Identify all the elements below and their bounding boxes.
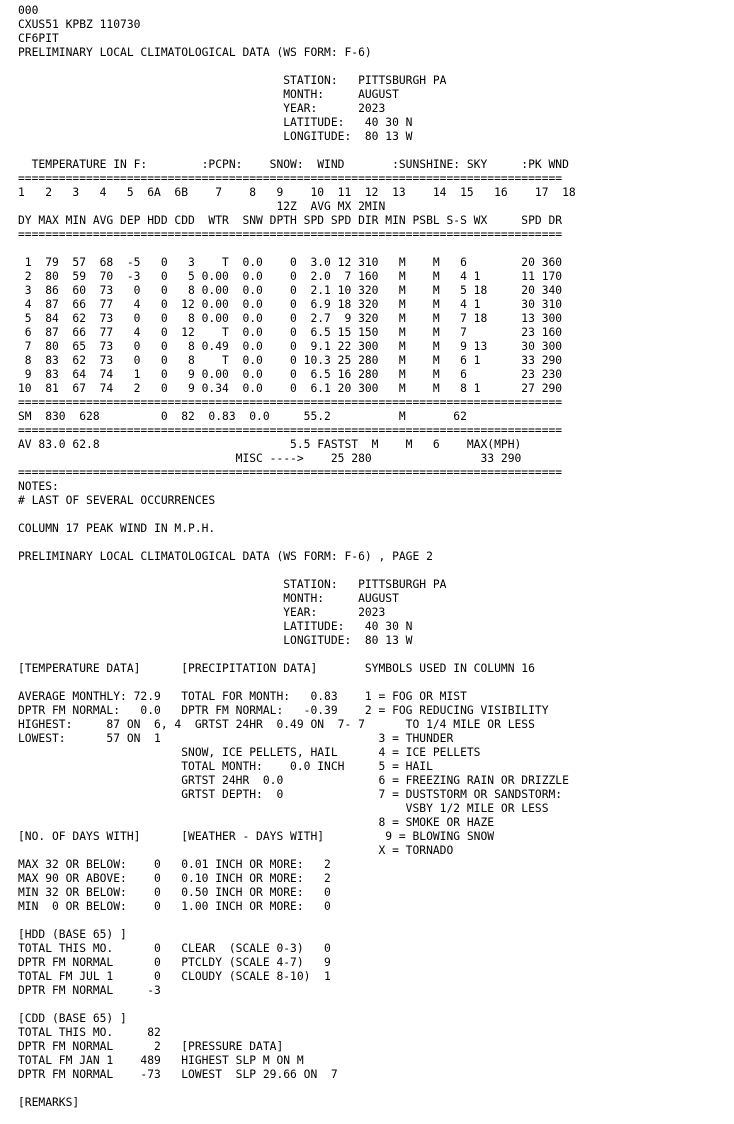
report-line: MAX 32 OR BELOW: 0 0.01 INCH OR MORE: 2 [18,858,331,871]
report-line: MIN 32 OR BELOW: 0 0.50 INCH OR MORE: 0 [18,886,331,899]
report-line: AV 83.0 62.8 5.5 FASTST M M 6 MAX(MPH) [18,438,522,451]
report-line: [NO. OF DAYS WITH] [WEATHER - DAYS WITH] 9 = BLOWING SNOW [18,830,495,843]
report-line: ================================================================================ [18,396,563,409]
report-line: COLUMN 17 PEAK WIND IN M.P.H. [18,522,216,535]
report-line [18,536,734,550]
report-line: DY MAX MIN AVG DEP HDD CDD WTR SNW DPTH SPD SPD DIR MIN PSBL S-S WX SPD DR [18,214,563,227]
report-line: LOWEST: 57 ON 1 3 = THUNDER [18,732,454,745]
report-line: [CDD (BASE 65) ] [18,1012,127,1025]
report-line [18,676,734,690]
report-line [18,564,734,578]
report-line: LONGITUDE: 80 13 W [18,634,413,647]
report-line [18,60,734,74]
report-line: 6 87 66 77 4 0 12 T 0.0 0 6.5 15 150 M M 7 23 160 [18,326,563,339]
report-line: GRTST 24HR 0.0 6 = FREEZING RAIN OR DRIZZLE [18,774,569,787]
report-line: 8 83 62 73 0 0 8 T 0.0 0 10.3 25 280 M M 6 1 33 290 [18,354,563,367]
report-line: AVERAGE MONTHLY: 72.9 TOTAL FOR MONTH: 0.83 1 = FOG OR MIST [18,690,467,703]
report-line: # LAST OF SEVERAL OCCURRENCES [18,494,216,507]
report-line: DPTR FM NORMAL 2 [PRESSURE DATA] [18,1040,284,1053]
report-line: TEMPERATURE IN F: :PCPN: SNOW: WIND :SUNSHINE: SKY :PK WND [18,158,569,171]
report-line: 000 [18,4,39,17]
report-line: DPTR FM NORMAL -73 LOWEST SLP 29.66 ON 7 [18,1068,338,1081]
report-line: TOTAL THIS MO. 82 [18,1026,161,1039]
report-line: TOTAL FM JUL 1 0 CLOUDY (SCALE 8-10) 1 [18,970,331,983]
report-line: X = TORNADO [18,844,454,857]
report-line: [REMARKS] [18,1096,80,1109]
report-line: GRTST DEPTH: 0 7 = DUSTSTORM OR SANDSTORM: [18,788,563,801]
report-line: SM 830 628 0 82 0.83 0.0 55.2 M 62 [18,410,467,423]
report-line: 8 = SMOKE OR HAZE [18,816,495,829]
report-line: 12Z AVG MX 2MIN [18,200,386,213]
report-line [18,1082,734,1096]
report-line: HIGHEST: 87 ON 6, 4 GRTST 24HR 0.49 ON 7- 7 TO 1/4 MILE OR LESS [18,718,535,731]
report-line: MIN 0 OR BELOW: 0 1.00 INCH OR MORE: 0 [18,900,331,913]
report-line: 2 80 59 70 -3 0 5 0.00 0.0 0 2.0 7 160 M M 4 1 11 170 [18,270,563,283]
report-line: TOTAL THIS MO. 0 CLEAR (SCALE 0-3) 0 [18,942,331,955]
report-line: PRELIMINARY LOCAL CLIMATOLOGICAL DATA (WS FORM: F-6) , PAGE 2 [18,550,433,563]
report-line: VSBY 1/2 MILE OR LESS [18,802,549,815]
report-line: LATITUDE: 40 30 N [18,620,413,633]
report-line [18,914,734,928]
report-line: ================================================================================ [18,228,563,241]
report-line: CXUS51 KPBZ 110730 [18,18,141,31]
report-line: [HDD (BASE 65) ] [18,928,127,941]
report-line [18,508,734,522]
report-line: TOTAL FM JAN 1 489 HIGHEST SLP M ON M [18,1054,304,1067]
report-line: MONTH: AUGUST [18,88,399,101]
report-line: ================================================================================ [18,172,563,185]
report-line: STATION: PITTSBURGH PA [18,578,447,591]
report-line: [TEMPERATURE DATA] [PRECIPITATION DATA] SYMBOLS USED IN COLUMN 16 [18,662,535,675]
report-line: 7 80 65 73 0 0 8 0.49 0.0 0 9.1 22 300 M M 9 13 30 300 [18,340,563,353]
report-line: STATION: PITTSBURGH PA [18,74,447,87]
report-line: YEAR: 2023 [18,606,386,619]
report-line [18,144,734,158]
report-line: PRELIMINARY LOCAL CLIMATOLOGICAL DATA (WS FORM: F-6) [18,46,372,59]
report-line: DPTR FM NORMAL: 0.0 DPTR FM NORMAL: -0.39 2 = FOG REDUCING VISIBILITY [18,704,549,717]
report-line: 4 87 66 77 4 0 12 0.00 0.0 0 6.9 18 320 M M 4 1 30 310 [18,298,563,311]
report-line [18,998,734,1012]
report-line: TOTAL MONTH: 0.0 INCH 5 = HAIL [18,760,433,773]
report-line [18,242,734,256]
report-line: LATITUDE: 40 30 N [18,116,413,129]
report-line: 10 81 67 74 2 0 9 0.34 0.0 0 6.1 20 300 M M 8 1 27 290 [18,382,563,395]
report-line: NOTES: [18,480,59,493]
report-line: ================================================================================ [18,424,563,437]
report-line: YEAR: 2023 [18,102,386,115]
report-line: 1 2 3 4 5 6A 6B 7 8 9 10 11 12 13 14 15 16 17 18 [18,186,576,199]
report-line: DPTR FM NORMAL 0 PTCLDY (SCALE 4-7) 9 [18,956,331,969]
report-line: 3 86 60 73 0 0 8 0.00 0.0 0 2.1 10 320 M M 5 18 20 340 [18,284,563,297]
report-line: LONGITUDE: 80 13 W [18,130,413,143]
report-line [18,648,734,662]
report-line: MAX 90 OR ABOVE: 0 0.10 INCH OR MORE: 2 [18,872,331,885]
report-line: 5 84 62 73 0 0 8 0.00 0.0 0 2.7 9 320 M M 7 18 13 300 [18,312,563,325]
report-line: MONTH: AUGUST [18,592,399,605]
report-line: SNOW, ICE PELLETS, HAIL 4 = ICE PELLETS [18,746,481,759]
report-line: ================================================================================ [18,466,563,479]
report-line: DPTR FM NORMAL -3 [18,984,161,997]
report-line: 9 83 64 74 1 0 9 0.00 0.0 0 6.5 16 280 M M 6 23 230 [18,368,563,381]
report-line: MISC ----> 25 280 33 290 [18,452,522,465]
report-line: CF6PIT [18,32,59,45]
report-line: 1 79 57 68 -5 0 3 T 0.0 0 3.0 12 310 M M 6 20 360 [18,256,563,269]
